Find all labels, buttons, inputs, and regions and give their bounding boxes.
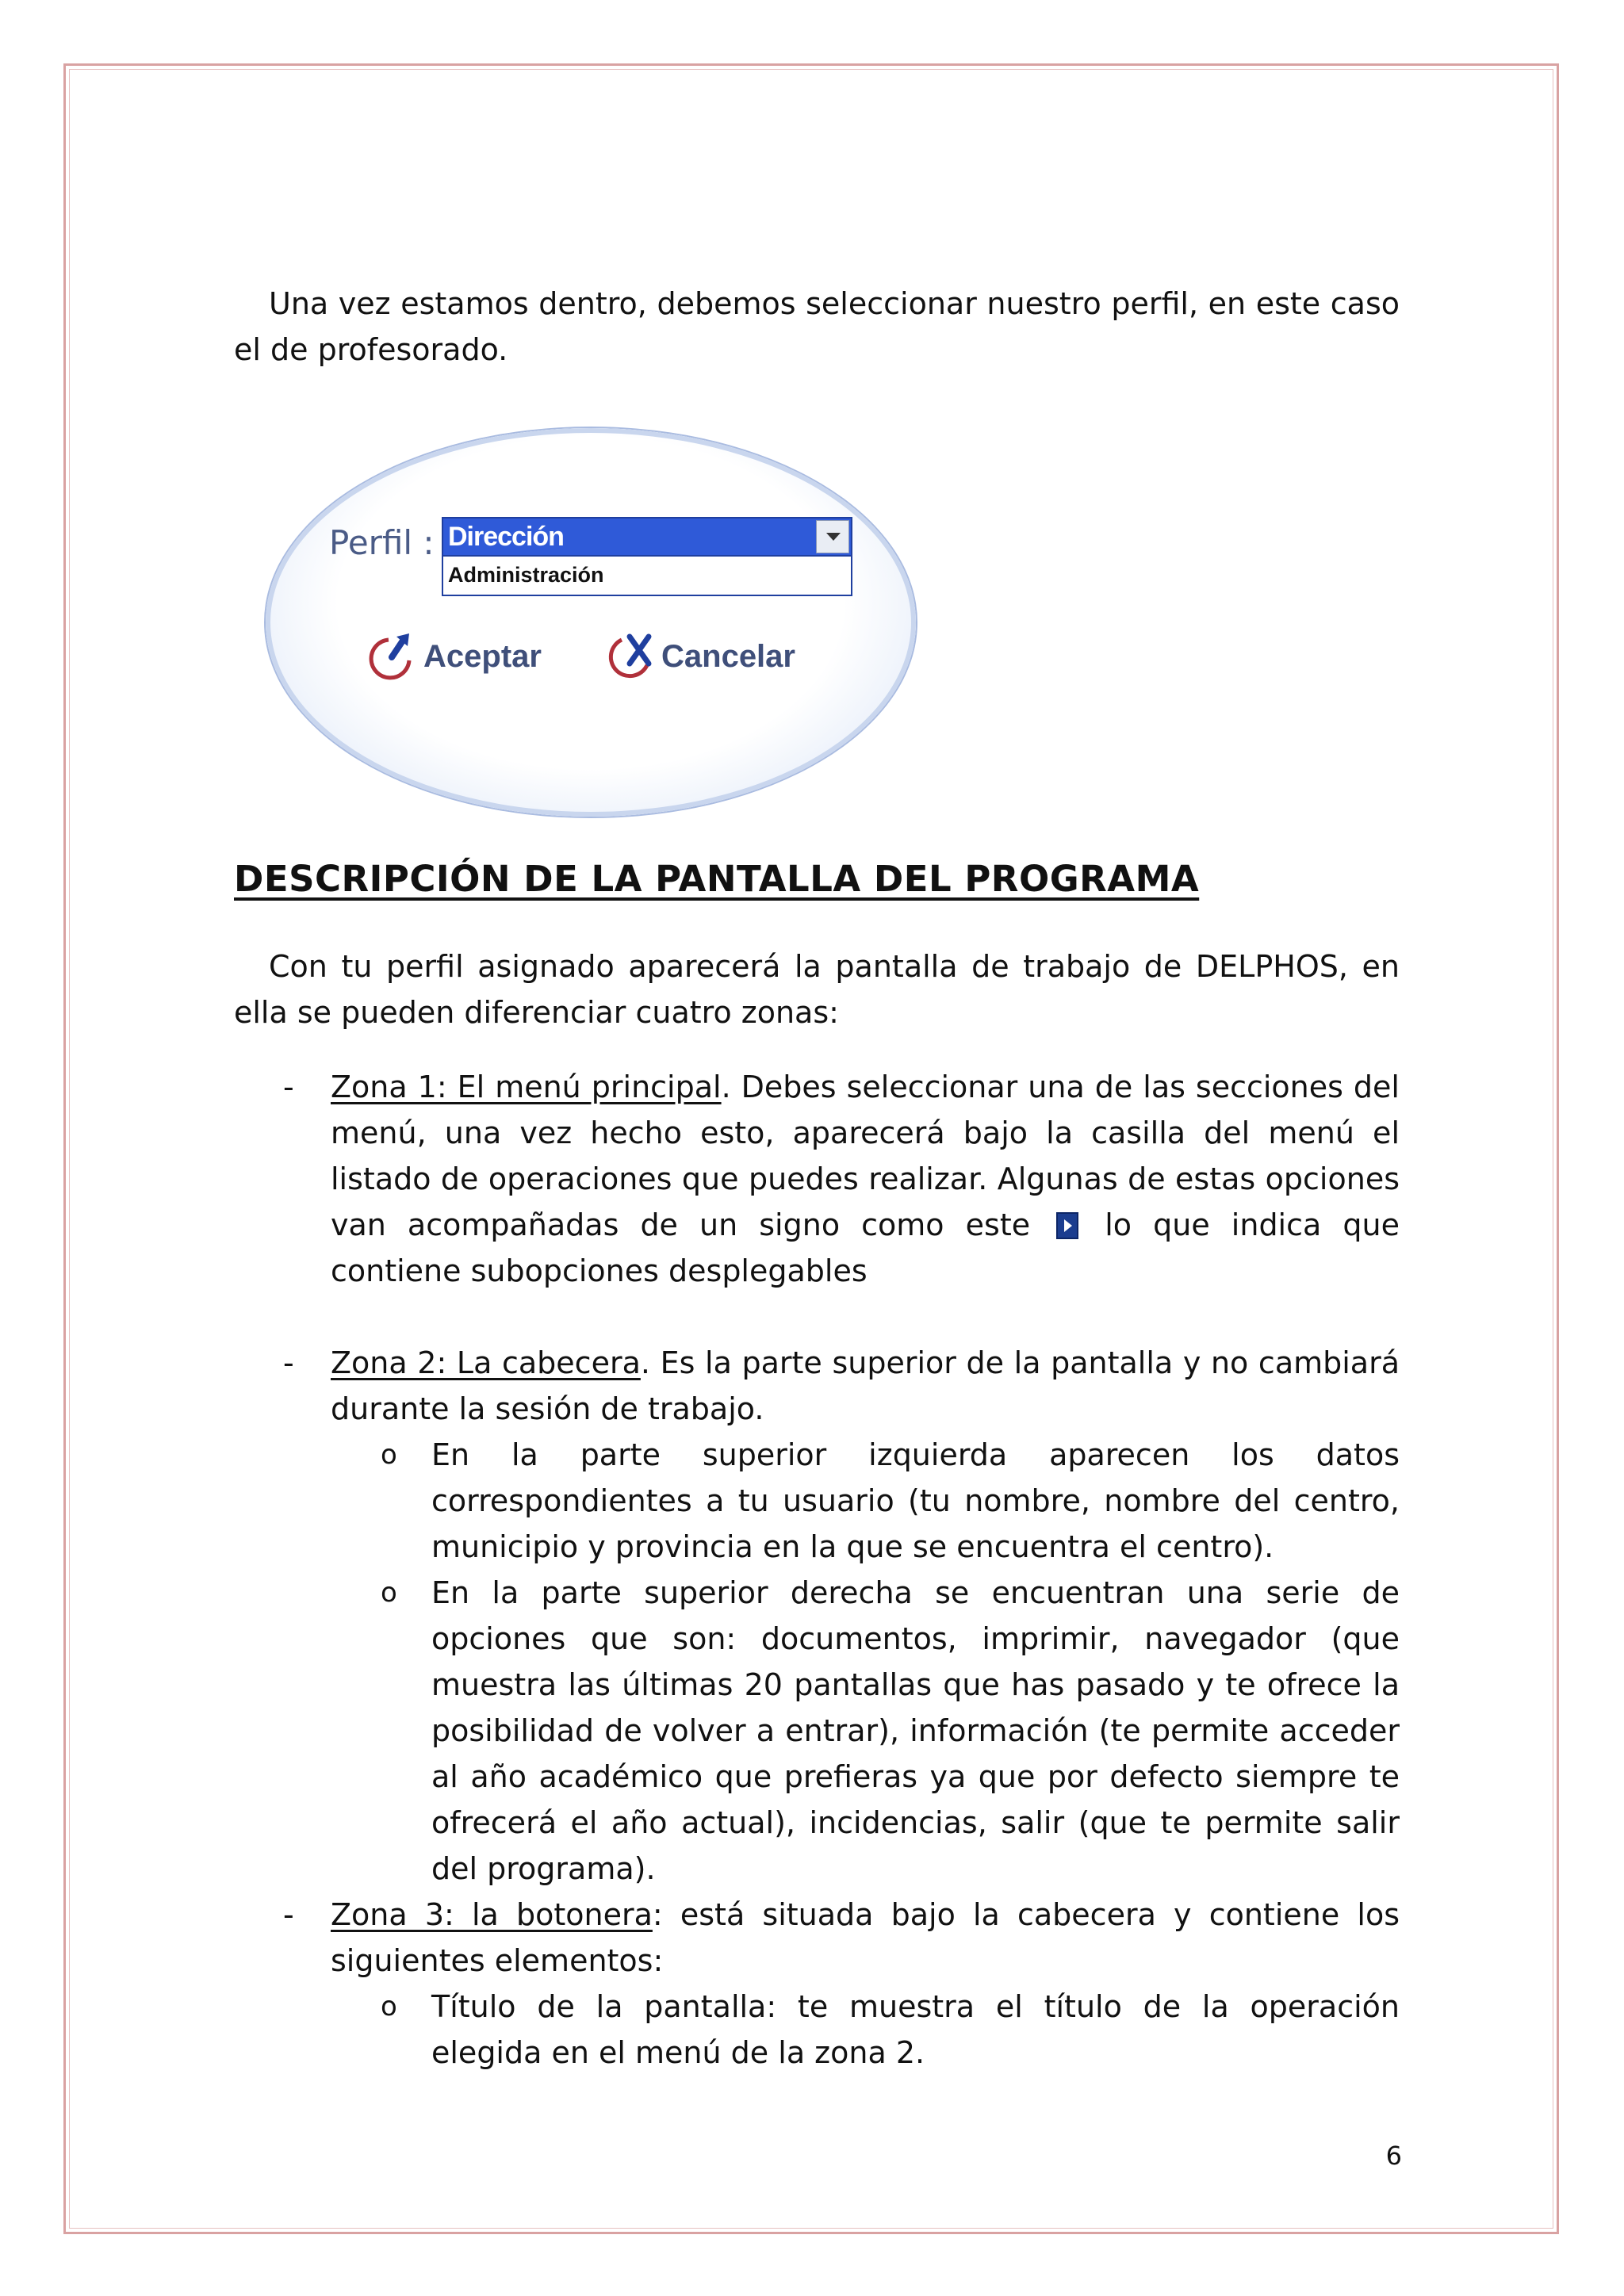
zona-2-title: Zona 2: La cabecera: [331, 1345, 641, 1380]
section-heading: DESCRIPCIÓN DE LA PANTALLA DEL PROGRAMA: [234, 858, 1200, 900]
list-item-zona-3: - Zona 3: la botonera: está situada bajo la cabecera y contiene los siguientes elementos:: [283, 1897, 1400, 1978]
zona-2-text: . Es la parte superior de la pantalla y no cambiará durante la sesión de trabajo.: [331, 1345, 1400, 1426]
zona-1-text: . Debes seleccionar una de las secciones del menú, una vez hecho esto, aparecerá bajo la casilla del menú el listado de operaciones que puedes realizar. Algunas de estas opciones van acompañadas de un signo como este: [331, 1070, 1400, 1242]
zones-list: [234, 1064, 1400, 2076]
cancel-button[interactable]: [603, 625, 795, 688]
accept-arrow-icon: [365, 629, 420, 684]
zona-3-text: : está situada bajo la cabecera y contiene los siguientes elementos:: [331, 1897, 1400, 1978]
list-subitem: o En la parte superior derecha se encuentran una serie de opciones que son: documentos, imprimir, navegador (que muestra las últimas 20 pantallas que has pasado y te ofrece la posibilidad de volver a entrar), información (te permite acceder al año académico que prefieras ya que por defecto siempre te ofrecerá el año actual), incidencias, salir (que te permite salir del programa).: [381, 1575, 1400, 1886]
perfil-select-value: Dirección: [448, 522, 564, 552]
perfil-label: Perfil :: [329, 523, 435, 562]
zona-1-title: Zona 1: El menú principal: [331, 1070, 722, 1104]
screenshot-oval-frame: [266, 428, 916, 817]
intro-paragraph: Una vez estamos dentro, debemos seleccionar nuestro perfil, en este caso el de profesorado.: [234, 286, 1400, 367]
perfil-option-list[interactable]: [442, 557, 852, 596]
perfil-select[interactable]: [442, 517, 852, 557]
page-number: 6: [1385, 2141, 1402, 2171]
list-subitem: o En la parte superior izquierda aparecen los datos correspondientes a tu usuario (tu nombre, nombre del centro, municipio y provincia en la que se encuentra el centro).: [381, 1437, 1400, 1564]
list-item-zona-1: - Zona 1: El menú principal. Debes seleccionar una de las secciones del menú, una vez hecho esto, aparecerá bajo la casilla del menú el listado de operaciones que puedes realizar. Algunas de estas opciones van acompañadas de un signo como este lo que indica que contiene subopciones desplegables: [283, 1070, 1400, 1288]
cancel-label: Cancelar: [661, 638, 795, 674]
list-subitem: o Título de la pantalla: te muestra el título de la operación elegida en el menú de la zona 2.: [381, 1989, 1400, 2070]
section-paragraph: Con tu perfil asignado aparecerá la pantalla de trabajo de DELPHOS, en ella se pueden diferenciar cuatro zonas:: [234, 949, 1400, 1030]
accept-label: Aceptar: [423, 638, 542, 674]
chevron-right-icon: [1056, 1212, 1078, 1239]
zona-3-title: Zona 3: la botonera: [331, 1897, 653, 1932]
perfil-option[interactable]: Administración: [448, 563, 604, 587]
zona-1-text-after: lo que indica que contiene subopciones desplegables: [331, 1207, 1400, 1288]
list-item-zona-2: - Zona 2: La cabecera. Es la parte superior de la pantalla y no cambiará durante la sesión de trabajo.: [283, 1345, 1400, 1426]
cancel-x-icon: [603, 629, 658, 684]
chevron-down-icon[interactable]: [816, 520, 849, 553]
profile-selector-screenshot: [266, 412, 916, 825]
accept-button[interactable]: [365, 625, 542, 688]
